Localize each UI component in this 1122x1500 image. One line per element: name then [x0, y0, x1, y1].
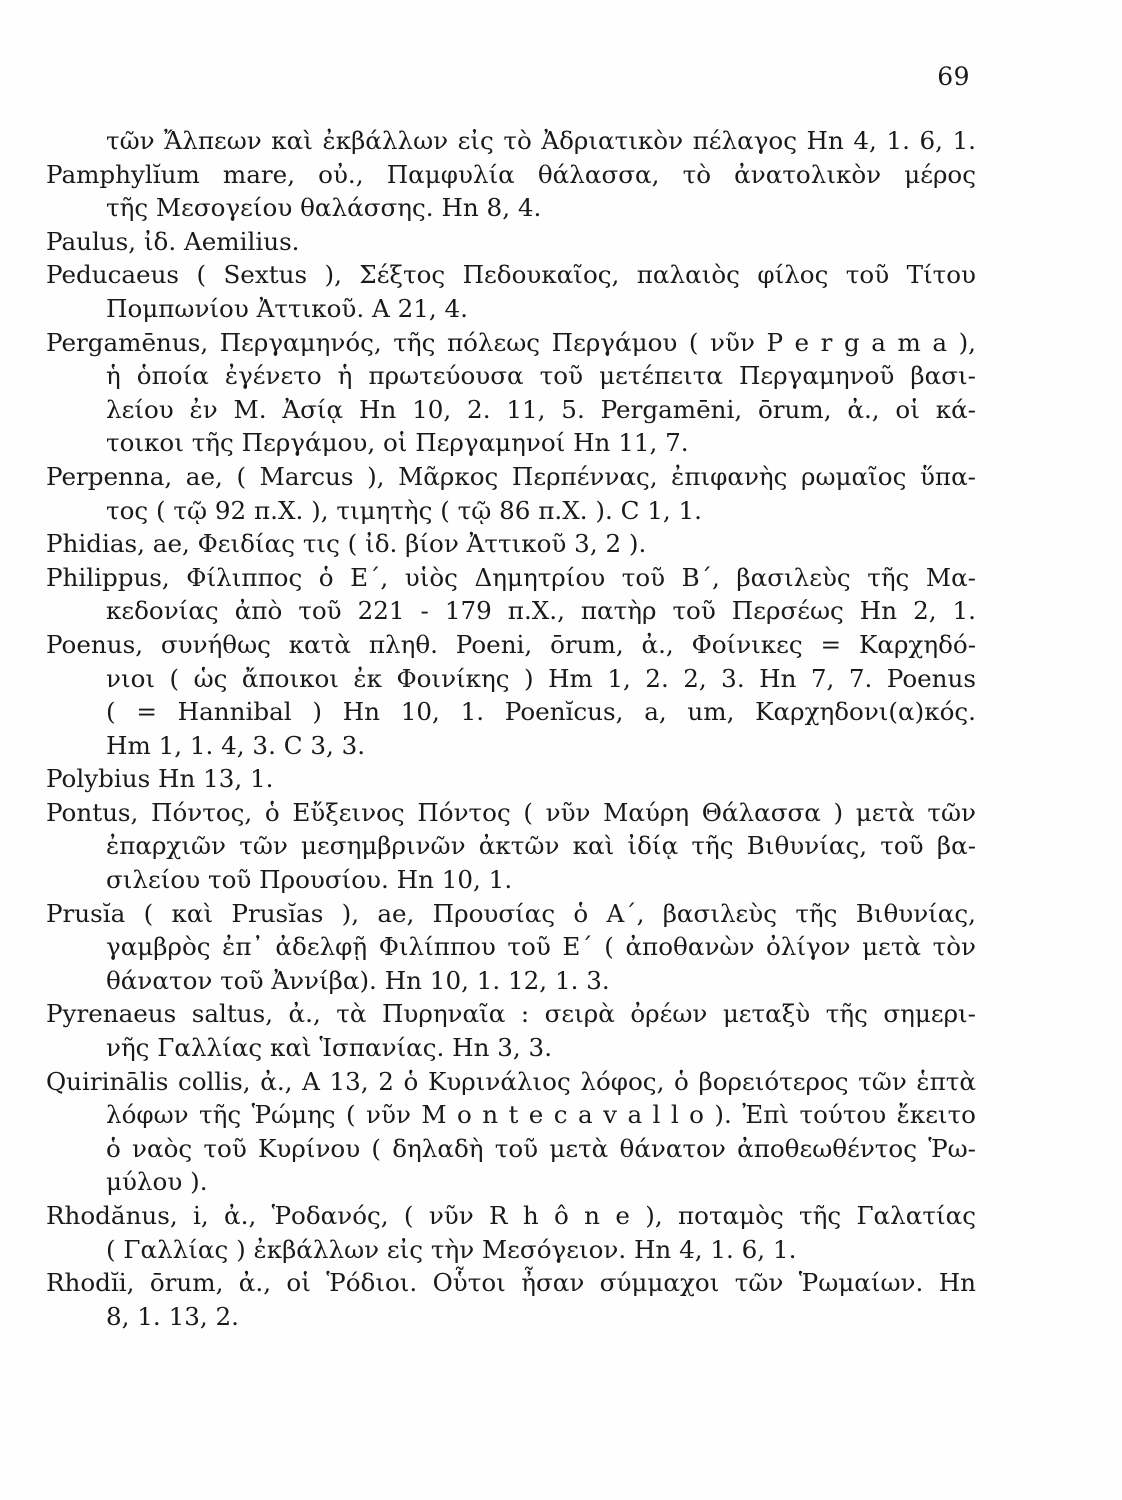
entry-headword-line: Prusĭa ( καὶ Prusĭas ), ae, Προυσίας ὁ Α΄, βασιλεὺς τῆς Βιθυνίας,: [46, 898, 976, 928]
entry-continuation-line: τοικοι τῆς Περγάμου, οἱ Περγαμηνοί Hn 11, 7.: [106, 428, 689, 458]
entry-headword-line: Pyrenaeus saltus, ἀ., τὰ Πυρηναῖα : σειρὰ ὀρέων μεταξὺ τῆς σημερι-: [46, 999, 976, 1029]
entry-continuation-line: γαμβρὸς ἐπ᾽ ἀδελφῇ Φιλίππου τοῦ Ε΄ ( ἀποθανὼν ὀλίγον μετὰ τὸν: [106, 932, 976, 962]
entry-continuation-line: λόφων τῆς Ῥώμης ( νῦν M o n t e c a v a l l o ). Ἐπὶ τούτου ἔκειτο: [106, 1100, 976, 1130]
entry-headword-line: Pontus, Πόντος, ὁ Εὔξεινος Πόντος ( νῦν Μαύρη Θάλασσα ) μετὰ τῶν: [46, 797, 976, 827]
entry-continuation-line: ἐπαρχιῶν τῶν μεσημβρινῶν ἀκτῶν καὶ ἰδίᾳ τῆς Βιθυνίας, τοῦ βα-: [106, 831, 976, 861]
entry-continuation-line: μύλου ).: [106, 1167, 208, 1197]
entry-headword-line: Philippus, Φίλιππος ὁ Ε΄, υἱὸς Δημητρίου τοῦ Β΄, βασιλεὺς τῆς Μα-: [46, 562, 976, 592]
entry-headword-line: Perpenna, ae, ( Marcus ), Μᾶρκος Περπέννας, ἐπιφανὴς ρωμαῖος ὕπα-: [46, 461, 976, 491]
entry-headword-line: Rhodĭi, ōrum, ἀ., οἱ Ῥόδιοι. Οὗτοι ἦσαν σύμμαχοι τῶν Ῥωμαίων. Hn: [46, 1268, 976, 1298]
entry-continuation-line: σιλείου τοῦ Προυσίου. Hn 10, 1.: [106, 865, 513, 895]
entry-continuation-line: τῶν Ἄλπεων καὶ ἐκβάλλων εἰς τὸ Ἀδριατικὸν πέλαγος Hn 4, 1. 6, 1.: [106, 126, 976, 155]
entry-continuation-line: λείου ἐν Μ. Ἀσίᾳ Hn 10, 2. 11, 5. Pergamēni, ōrum, ἀ., οἱ κά-: [106, 394, 976, 424]
entry-headword-line: Pamphylĭum mare, οὐ., Παμφυλία θάλασσα, τὸ ἀνατολικὸν μέρος: [46, 159, 976, 189]
entry-continuation-line: κεδονίας ἀπὸ τοῦ 221 - 179 π.Χ., πατὴρ τοῦ Περσέως Hn 2, 1.: [106, 596, 976, 626]
entry-continuation-line: ( Γαλλίας ) ἐκβάλλων εἰς τὴν Μεσόγειον. Hn 4, 1. 6, 1.: [106, 1234, 797, 1264]
page-number: 69: [937, 62, 970, 91]
entry-headword-line: Peducaeus ( Sextus ), Σέξτος Πεδουκαῖος, παλαιὸς φίλος τοῦ Τίτου: [46, 260, 976, 290]
entry-continuation-line: ( = Hannibal ) Hn 10, 1. Poenĭcus, a, um, Καρχηδονι(α)κός.: [106, 697, 976, 727]
entry-continuation-line: τῆς Μεσογείου θαλάσσης. Hn 8, 4.: [106, 193, 542, 223]
entry-headword-line: Rhodănus, i, ἀ., Ῥοδανός, ( νῦν R h ô n e ), ποταμὸς τῆς Γαλατίας: [46, 1201, 976, 1230]
entry-continuation-line: νῆς Γαλλίας καὶ Ἱσπανίας. Hn 3, 3.: [106, 1033, 553, 1063]
entry-headword-line: Poenus, συνήθως κατὰ πληθ. Poeni, ōrum, ἀ., Φοίνικες = Καρχηδό-: [46, 629, 976, 659]
entry-headword-line: Pergamēnus, Περγαμηνός, τῆς πόλεως Περγάμου ( νῦν P e r g a m a ),: [46, 327, 976, 357]
entry-continuation-line: ἡ ὁποία ἐγένετο ἡ πρωτεύουσα τοῦ μετέπειτα Περγαμηνοῦ βασι-: [106, 361, 976, 391]
entry-headword-line: Polybius Hn 13, 1.: [46, 764, 274, 794]
entry-headword-line: Quirinālis collis, ἀ., A 13, 2 ὁ Κυρινάλιος λόφος, ὁ βορειότερος τῶν ἑπτὰ: [46, 1066, 976, 1096]
entry-continuation-line: Πομπωνίου Ἀττικοῦ. A 21, 4.: [106, 293, 468, 323]
entry-continuation-line: νιοι ( ὡς ἄποικοι ἐκ Φοινίκης ) Hm 1, 2. 2, 3. Hn 7, 7. Poenus: [106, 663, 976, 693]
glossary-entries: [46, 124, 976, 1333]
entry-continuation-line: Hm 1, 1. 4, 3. C 3, 3.: [106, 730, 366, 760]
entry-continuation-line: 8, 1. 13, 2.: [106, 1301, 239, 1331]
entry-continuation-line: ὁ ναὸς τοῦ Κυρίνου ( δηλαδὴ τοῦ μετὰ θάνατον ἀποθεωθέντος Ῥω-: [106, 1133, 976, 1163]
entry-headword-line: Phidias, ae, Φειδίας τις ( ἰδ. βίον Ἀττικοῦ 3, 2 ).: [46, 529, 647, 559]
entry-continuation-line: θάνατον τοῦ Ἀννίβα). Hn 10, 1. 12, 1. 3.: [106, 965, 610, 995]
entry-continuation-line: τος ( τῷ 92 π.Χ. ), τιμητὴς ( τῷ 86 π.Χ. ). C 1, 1.: [106, 495, 703, 525]
entry-headword-line: Paulus, ἰδ. Aemilius.: [46, 226, 300, 256]
